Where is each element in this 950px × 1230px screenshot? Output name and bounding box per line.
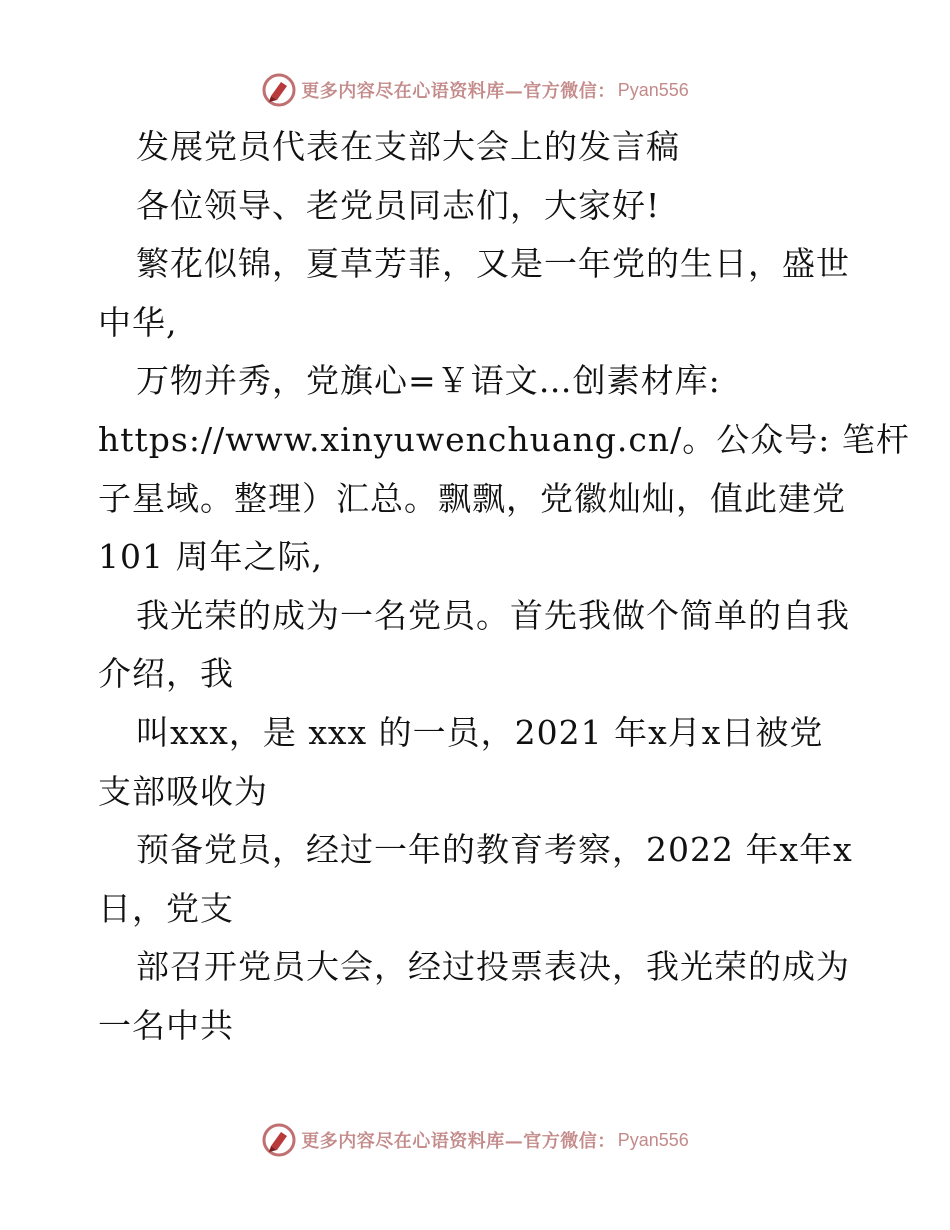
brand-logo-icon bbox=[261, 1122, 297, 1158]
paragraph-line: 介绍，我 bbox=[98, 654, 234, 694]
header-banner-text: 更多内容尽在心语资料库—官方微信： bbox=[301, 81, 616, 102]
paragraph-line: 日，党支 bbox=[98, 888, 234, 928]
paragraph-line: 我光荣的成为一名党员。首先我做个简单的自我 bbox=[136, 595, 850, 635]
footer-banner-text: 更多内容尽在心语资料库—官方微信： bbox=[301, 1131, 616, 1152]
paragraph-line: 101 周年之际, bbox=[98, 537, 323, 577]
header-banner-contact: Pyan556 bbox=[617, 79, 689, 100]
header-watermark-banner bbox=[0, 70, 950, 110]
paragraph-line: 支部吸收为 bbox=[98, 771, 268, 811]
document-body bbox=[98, 118, 910, 1056]
paragraph-line: 一名中共 bbox=[98, 1005, 234, 1045]
brand-logo-icon bbox=[261, 72, 297, 108]
paragraph-line: 叫xxx，是 xxx 的一员，2021 年x月x日被党 bbox=[136, 712, 824, 752]
paragraph-line: 部召开党员大会，经过投票表决，我光荣的成为 bbox=[136, 947, 850, 987]
paragraph-line: 中华, bbox=[98, 302, 178, 342]
paragraph-line: 繁花似锦，夏草芳菲，又是一年党的生日，盛世 bbox=[136, 244, 850, 284]
paragraph-line: 子星域。整理）汇总。飘飘，党徽灿灿，值此建党 bbox=[98, 478, 846, 518]
footer-banner-contact: Pyan556 bbox=[617, 1129, 689, 1150]
paragraph-line: 各位领导、老党员同志们，大家好! bbox=[136, 185, 661, 225]
paragraph-line: https://www.xinyuwenchuang.cn/。公众号: 笔杆 bbox=[98, 419, 910, 459]
footer-watermark-banner bbox=[0, 1120, 950, 1160]
document-title: 发展党员代表在支部大会上的发言稿 bbox=[136, 127, 680, 166]
paragraph-line: 预备党员，经过一年的教育考察，2022 年x年x bbox=[136, 830, 853, 870]
paragraph-line: 万物并秀，党旗心=￥语文…创素材库: bbox=[136, 361, 721, 401]
